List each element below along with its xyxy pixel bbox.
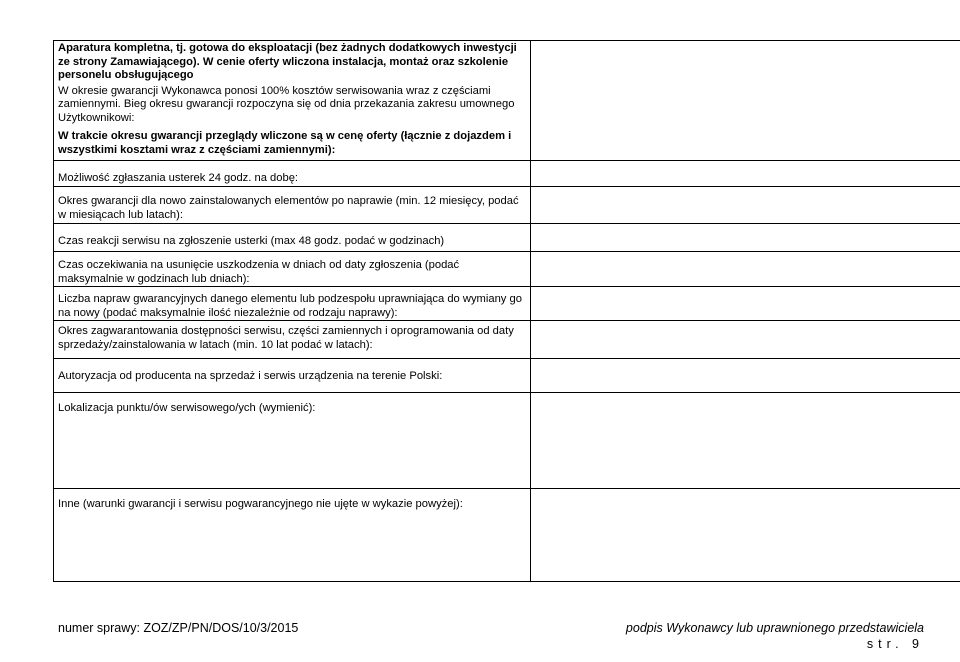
case-number: numer sprawy: ZOZ/ZP/PN/DOS/10/3/2015: [58, 621, 299, 635]
row-value-field[interactable]: [531, 393, 960, 489]
row-value-field[interactable]: [531, 489, 960, 582]
equipment-complete-text: Aparatura kompletna, tj. gotowa do eksploatacji (bez żadnych dodatkowych inwestycji ze strony Zamawiającego). W cenie oferty wliczona instalacja, montaż oraz szkolenie personelu obsługującego: [58, 42, 517, 81]
other-conditions-text: Inne (warunki gwarancji i serwisu pogwarancyjnego nie ujęte w wykazie powyżej):: [58, 498, 463, 510]
response-time-text: Czas reakcji serwisu na zgłoszenie usterki (max 48 godz. podać w godzinach): [58, 235, 445, 247]
row-value-field[interactable]: [531, 359, 960, 393]
row-label: [54, 224, 531, 252]
row-value-field[interactable]: [531, 252, 960, 287]
authorization-text: Autoryzacja od producenta na sprzedaż i serwis urządzenia na terenie Polski:: [58, 370, 443, 382]
form-row-equipment: [54, 41, 960, 161]
row-value-field[interactable]: [531, 161, 960, 187]
row-label: [54, 287, 531, 321]
repairs-count-text: Liczba napraw gwarancyjnych danego elementu lub podzespołu uprawniająca do wymiany go na nowy (podać maksymalnie ilość niezależnie od rodzaju naprawy):: [58, 293, 522, 319]
row-label: [54, 187, 531, 224]
service-location-text: Lokalizacja punktu/ów serwisowego/ych (wymienić):: [58, 402, 316, 414]
availability-text: Okres zagwarantowania dostępności serwisu, części zamiennych i oprogramowania od daty sprzedaży/zainstalowania w latach (min. 10 lat podać w latach):: [58, 325, 514, 351]
form-row-authorization: [54, 359, 960, 393]
warranty-costs-text: W okresie gwarancji Wykonawca ponosi 100% kosztów serwisowania wraz z częściami zamiennymi. Bieg okresu gwarancji rozpoczyna się od dnia przekazania zakresu umownego Użytkownikowi:: [58, 84, 515, 124]
row-value-field[interactable]: [531, 187, 960, 224]
form-row-other: [54, 489, 960, 582]
form-row-service-location: [54, 393, 960, 489]
row-value-field[interactable]: [531, 321, 960, 359]
warranty-form-table: [53, 40, 960, 582]
row-label: [54, 252, 531, 287]
row-label: [54, 161, 531, 187]
form-row-reporting: [54, 161, 960, 187]
row-value-field[interactable]: [531, 41, 960, 161]
form-row-response-time: [54, 224, 960, 252]
row-value-field[interactable]: [531, 224, 960, 252]
form-row-repairs-count: [54, 287, 960, 321]
reporting-hours-text: Możliwość zgłaszania usterek 24 godz. na dobę:: [58, 172, 299, 184]
row-value-field[interactable]: [531, 287, 960, 321]
row-label: [54, 41, 531, 161]
page-number: str. 9: [866, 637, 924, 651]
row-label: [54, 321, 531, 359]
signature-label: podpis Wykonawcy lub uprawnionego przedstawiciela: [625, 621, 924, 635]
form-row-repair-warranty: [54, 187, 960, 224]
repair-time-text: Czas oczekiwania na usunięcie uszkodzenia w dniach od daty zgłoszenia (podać maksymalnie w godzinach lub dniach):: [58, 259, 460, 285]
form-row-availability: [54, 321, 960, 359]
inspections-text: W trakcie okresu gwarancji przeglądy wliczone są w cenę oferty (łącznie z dojazdem i wszystkimi kosztami wraz z częściami zamiennymi):: [58, 130, 512, 156]
row-label: [54, 393, 531, 489]
repair-warranty-text: Okres gwarancji dla nowo zainstalowanych elementów po naprawie (min. 12 miesięcy, podać w miesiącach lub latach):: [58, 195, 519, 221]
row-label: [54, 489, 531, 582]
row-label: [54, 359, 531, 393]
form-row-repair-time: [54, 252, 960, 287]
